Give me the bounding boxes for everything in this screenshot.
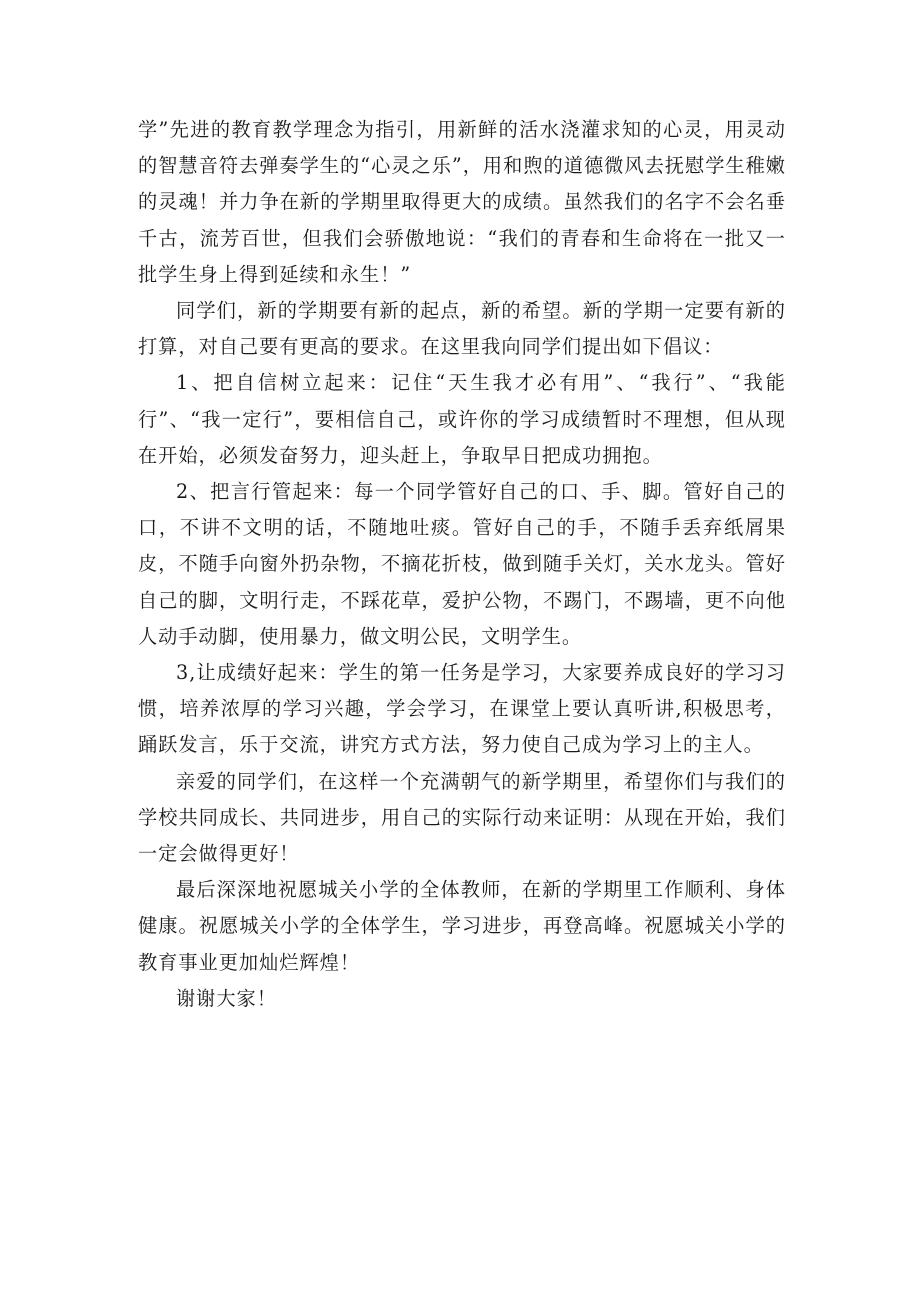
paragraph-2: 同学们，新的学期要有新的起点，新的希望。新的学期一定要有新的打算，对自己要有更高的要求。在这里我向同学们提出如下倡议： <box>138 299 786 359</box>
document-page <box>138 112 786 1017</box>
paragraph-8: 谢谢大家！ <box>176 986 277 1010</box>
paragraph-5: 3,让成绩好起来：学生的第一任务是学习，大家要养成良好的学习习惯，培养浓厚的学习兴趣，学会学习，在课堂上要认真听讲,积极思考，踊跃发言，乐于交流，讲究方式方法，努力使自己成为学习上的主人。 <box>138 661 786 757</box>
paragraph-4: 2、把言行管起来：每一个同学管好自己的口、手、脚。管好自己的口，不讲不文明的话，不随地吐痰。管好自己的手，不随手丢弃纸屑果皮，不随手向窗外扔杂物，不摘花折枝，做到随手关灯，关水龙头。管好自己的脚，文明行走，不踩花草，爱护公物，不踢门，不踢墙，更不向他人动手动脚，使用暴力，做文明公民，文明学生。 <box>138 480 786 648</box>
paragraph-1: 学”先进的教育教学理念为指引，用新鲜的活水浇灌求知的心灵，用灵动的智慧音符去弹奏学生的“心灵之乐”，用和煦的道德微风去抚慰学生稚嫩的灵魂！并力争在新的学期里取得更大的成绩。虽然我们的名字不会名垂千古，流芳百世，但我们会骄傲地说：“我们的青春和生命将在一批又一批学生身上得到延续和永生！” <box>138 118 786 286</box>
paragraph-7: 最后深深地祝愿城关小学的全体教师，在新的学期里工作顺利、身体健康。祝愿城关小学的全体学生，学习进步，再登高峰。祝愿城关小学的教育事业更加灿烂辉煌！ <box>138 878 786 974</box>
paragraph-3: 1、把自信树立起来：记住“天生我才必有用”、“我行”、“我能行”、“我一定行”，要相信自己，或许你的学习成绩暂时不理想，但从现在开始，必须发奋努力，迎头赶上，争取早日把成功拥抱。 <box>138 371 786 467</box>
paragraph-6: 亲爱的同学们，在这样一个充满朝气的新学期里，希望你们与我们的学校共同成长、共同进步，用自己的实际行动来证明：从现在开始，我们一定会做得更好！ <box>138 769 786 866</box>
